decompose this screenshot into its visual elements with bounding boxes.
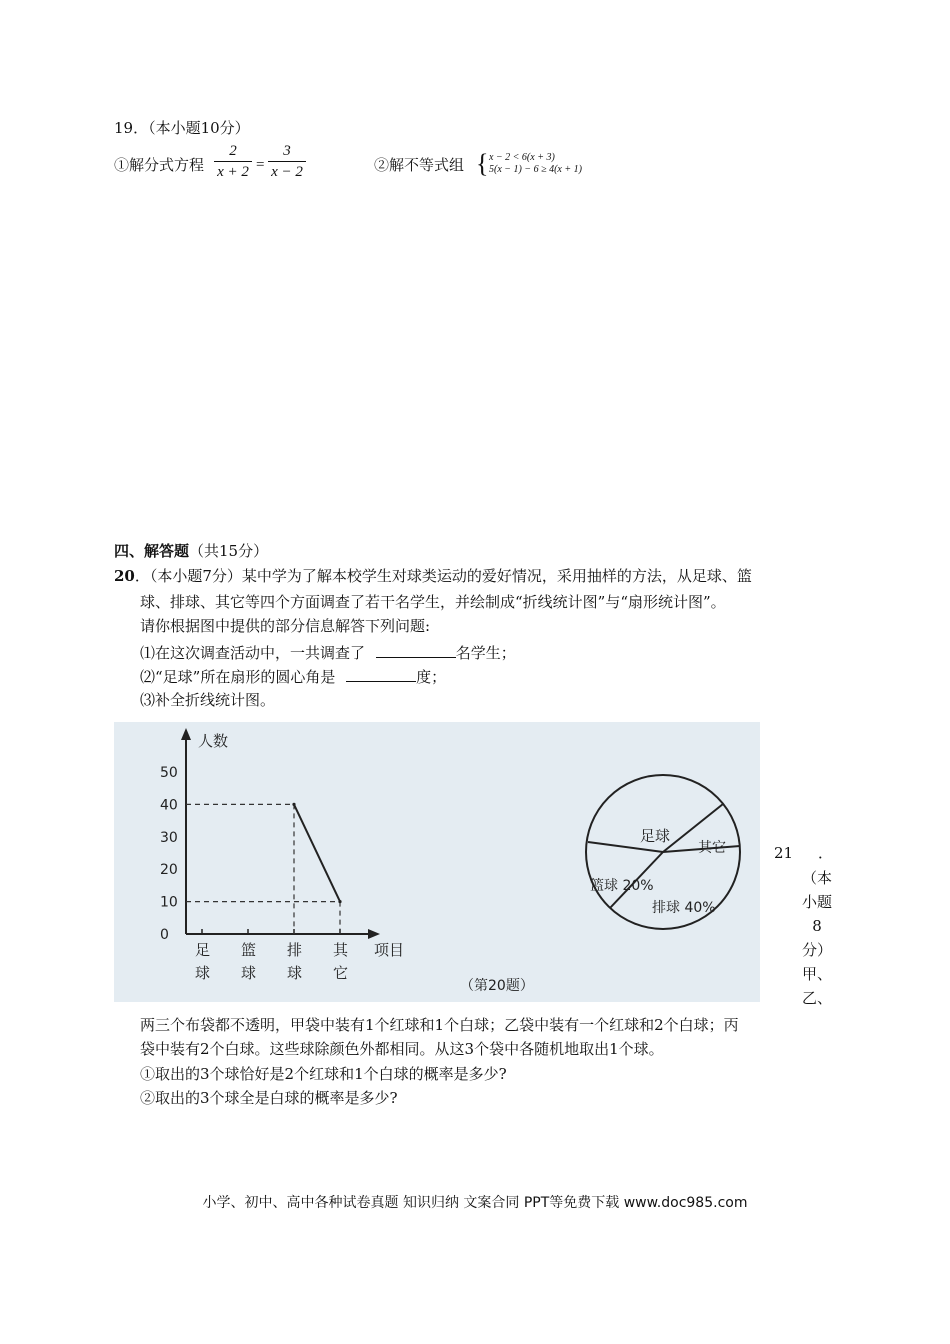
q20-sub-2 [140, 665, 446, 687]
y-tick-label: 10 [160, 894, 178, 911]
x-tick-label: 其 [333, 941, 349, 959]
brace-icon: { [476, 149, 489, 178]
q21-vertical-1: （本 [802, 869, 833, 887]
q21-vertical-5: 甲、 [802, 965, 833, 983]
q21-number: 21 [774, 844, 794, 862]
line-chart [160, 728, 534, 994]
q21-dot: ． [818, 844, 834, 862]
equals-sign: = [256, 157, 265, 173]
q20-sub-2-pre: ⑵“足球”所在扇形的圆心角是 [140, 668, 336, 686]
fraction-denominator: x − 2 [271, 164, 303, 180]
fraction-numerator: 3 [283, 143, 291, 159]
answer-blank-1[interactable] [376, 641, 456, 658]
q20-line-3: 请你根据图中提供的部分信息解答下列问题: [140, 617, 431, 635]
x-axis-label: 项目 [374, 941, 405, 959]
x-tick-label: 排 [287, 941, 303, 959]
inequality-line-2: 5(x − 1) − 6 ≥ 4(x + 1) [489, 164, 582, 175]
y-axis-arrow-icon [181, 728, 191, 740]
x-tick-label: 它 [333, 964, 349, 982]
q20-sub-1-pre: ⑴在这次调查活动中，一共调查了 [140, 644, 366, 662]
y-tick-label: 40 [160, 797, 178, 814]
q21-vertical-3: 8 [812, 917, 822, 935]
q19-fraction-right [268, 142, 306, 181]
x-tick-label: 篮 [241, 941, 257, 959]
q21-line-1: 两三个布袋都不透明，甲袋中装有1个红球和1个白球；乙袋中装有一个红球和2个白球；丙 [140, 1016, 739, 1034]
figure-svg [114, 722, 760, 1002]
q19-part2-label: ②解不等式组 [374, 156, 465, 174]
inequality-line-1: x − 2 < 6(x + 3) [489, 152, 555, 163]
q21-vertical-2: 小题 [802, 893, 833, 911]
x-tick-label: 球 [241, 964, 257, 982]
y-axis-label: 人数 [198, 732, 229, 750]
q20-line-2: 球、排球、其它等四个方面调查了若干名学生，并绘制成“折线统计图”与“扇形统计图”。 [140, 593, 726, 611]
fraction-numerator: 2 [229, 143, 237, 159]
pie-label-volleyball: 排球 40% [652, 900, 716, 916]
q19-fraction-left [214, 142, 252, 181]
q21-vertical-4: 分） [802, 941, 833, 959]
q21-sub-2: ②取出的3个球全是白球的概率是多少? [140, 1089, 398, 1107]
q20-line-1 [114, 566, 752, 586]
q20-line-1-text: ．（本小题7分）某中学为了解本校学生对球类运动的爱好情况，采用抽样的方法，从足球、篮 [134, 567, 752, 585]
section-score: （共15分） [189, 542, 269, 560]
pie-label-basketball: 篮球 20% [590, 878, 654, 894]
page-footer: 小学、初中、高中各种试卷真题 知识归纳 文案合同 PPT等免费下载 www.doc985.com [202, 1195, 748, 1211]
data-point [292, 803, 295, 806]
y-tick-label: 0 [160, 927, 169, 943]
q21-line-2: 袋中装有2个白球。这些球除颜色外都相同。从这3个袋中各随机地取出1个球。 [140, 1040, 664, 1058]
q20-number: 20 [114, 567, 135, 585]
q20-figure [114, 722, 760, 1002]
x-tick-label: 足 [195, 941, 211, 959]
figure-caption: （第20题） [460, 978, 534, 994]
q20-sub-2-post: 度； [416, 668, 447, 686]
q20-sub-3: ⑶补全折线统计图。 [140, 691, 276, 709]
fraction-bar [268, 161, 306, 162]
q20-sub-1-post: 名学生； [455, 644, 516, 662]
q19-header: 19．（本小题10分） [114, 119, 250, 137]
q19-part1-label: ①解分式方程 [114, 156, 205, 174]
q20-sub-1 [140, 641, 516, 663]
y-tick-label: 30 [160, 829, 178, 846]
x-tick-label: 球 [195, 964, 211, 982]
series-line-segment [294, 804, 340, 901]
pie-chart [586, 775, 740, 929]
pie-label-football: 足球 [640, 827, 671, 845]
q21-sub-1: ①取出的3个球恰好是2个红球和1个白球的概率是多少? [140, 1065, 507, 1083]
data-point [338, 900, 341, 903]
section-title-text: 四、解答题 [114, 542, 190, 560]
y-tick-label: 20 [160, 862, 178, 879]
x-axis-arrow-icon [368, 929, 380, 939]
fraction-denominator: x + 2 [217, 164, 249, 180]
pie-label-other: 其它 [698, 840, 726, 856]
y-tick-label: 50 [160, 765, 178, 781]
fraction-bar [214, 161, 252, 162]
answer-blank-2[interactable] [346, 665, 416, 682]
x-tick-label: 球 [287, 964, 303, 982]
q21-vertical-6: 乙、 [802, 989, 833, 1007]
section-title [114, 541, 268, 561]
